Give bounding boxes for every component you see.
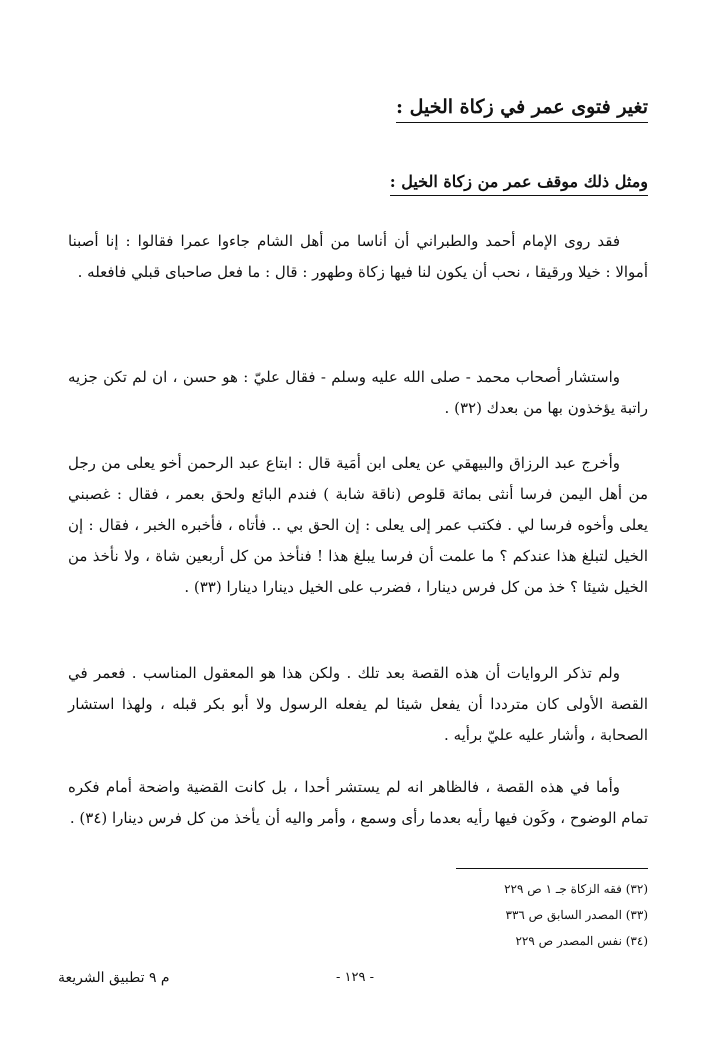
footnote-33: (٣٣) المصدر السابق ص ٣٣٦ [505, 908, 648, 922]
footnote-34: (٣٤) نفس المصدر ص ٢٢٩ [515, 934, 648, 948]
paragraph-3: وأخرج عبد الرزاق والبيهقي عن يعلى ابن أمَية قال : ابتاع عبد الرحمن أخو يعلى من رجل من أهل اليمن فرسا أنثى بمائة قلوص (ناقة شابة ) فندم البائع ولحق بعمر ، فقال : غصبني يعلى وأخوه فرسا لي . فكتب عمر إلى يعلى : إن الحق بي .. فأتاه ، فأخبره الخبر ، فقال : إن الخيل لتبلغ هذا عندكم ؟ ما علمت أن فرسا يبلغ هذا ! فنأخذ من كل أربعين شاة ، ولا نأخذ من الخيل شيئا ؟ خذ من كل فرس دينارا ، فضرب على الخيل دينارا دينارا (٣٣) . [68, 454, 648, 596]
sub-heading: ومثل ذلك موقف عمر من زكاة الخيل : [390, 172, 648, 196]
page-number: - ١٢٩ - [336, 970, 375, 985]
paragraph-4: ولم تذكر الروايات أن هذه القصة بعد تلك . ولكن هذا هو المعقول المناسب . فعمر في القصة الأولى كان مترددا أن يفعل شيئا لم يفعله الرسول ولا أبو بكر قبله ، ولهذا استشار الصحابة ، وأشار عليه عليّ برأيه . [68, 664, 648, 744]
paragraph-2: واستشار أصحاب محمد - صلى الله عليه وسلم - فقال عليّ : هو حسن ، ان لم تكن جزيه راتبة يؤخذون بها من بعدك (٣٢) . [68, 368, 648, 417]
paragraph-1: فقد روى الإمام أحمد والطبراني أن أناسا من أهل الشام جاءوا عمرا فقالوا : إنا أصبنا أموالا : خيلا ورقيقا ، نحب أن يكون لنا فيها زكاة وطهور : قال : ما فعل صاحباى قبلي فافعله . [68, 232, 648, 281]
footnote-divider [456, 868, 648, 869]
book-signature: م ٩ تطبيق الشريعة [58, 970, 170, 986]
paragraph-5: وأما في هذه القصة ، فالظاهر انه لم يستشر أحدا ، بل كانت القضية واضحة أمام فكره تمام الوضوح ، وكَون فيها رأيه بعدما رأى وسمع ، وأمر واليه أن يأخذ من كل فرس دينارا (٣٤) . [68, 778, 648, 827]
footnotes [388, 876, 648, 954]
section-heading: تغير فتوى عمر في زكاة الخيل : [396, 96, 648, 123]
footnote-32: (٣٢) فقه الزكاة جـ ١ ص ٢٢٩ [504, 882, 648, 896]
